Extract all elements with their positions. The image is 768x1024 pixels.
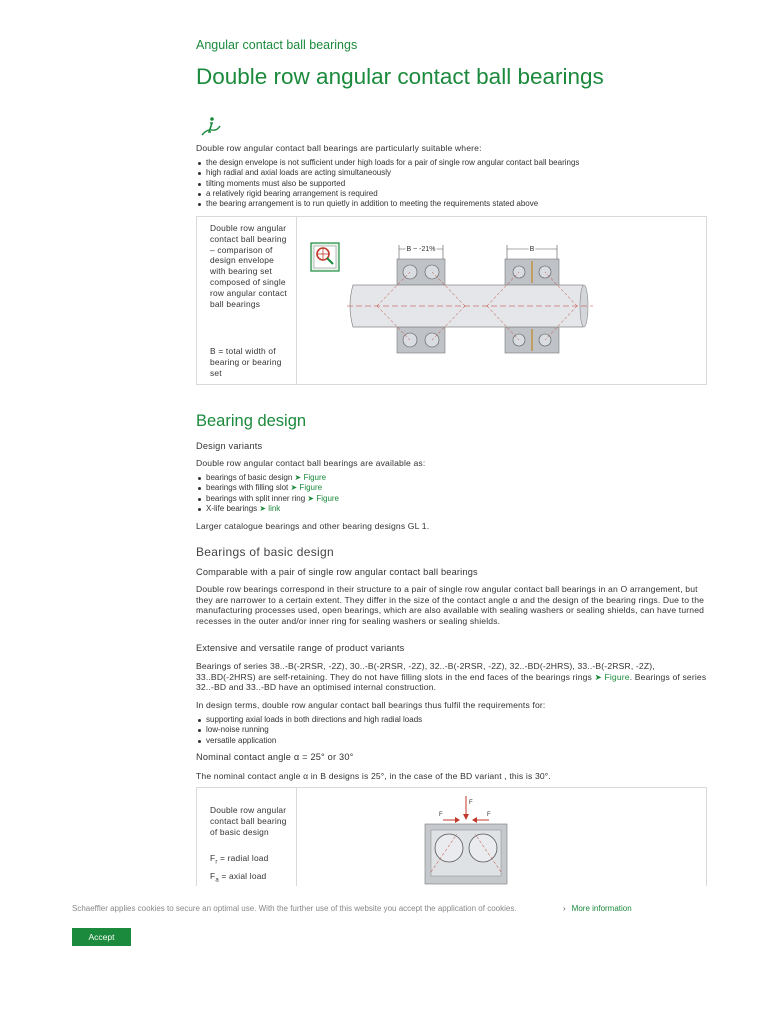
list-item-text: X-life bearings [206,503,258,513]
contact-angle-text: The nominal contact angle α in B designs is 25°, in the case of the BD variant , this is 30°. [196,771,551,781]
info-icon [198,114,222,138]
list-item [206,494,716,504]
axial-load-label-right: F [487,812,491,818]
zoom-figure-icon[interactable] [310,242,340,272]
basic-subheading-variants: Extensive and versatile range of product variants [196,643,405,653]
legend-text: = axial load [218,871,267,881]
figure-caption: Double row angular contact ball bearing – comparison of design envelope with bearing set composed of single row angular contact ball bearings [210,223,287,309]
design-variants-list [196,473,716,514]
figure-link[interactable]: ➤ Figure [307,493,340,503]
figure-caption: Double row angular contact ball bearing of basic design [210,805,287,837]
list-item-text: bearings of basic design [206,473,293,482]
legend-subscript: a [215,877,219,884]
more-information-label: More information [571,904,632,913]
dimension-label-left: B ~ -21% [406,246,436,253]
design-variants-heading: Design variants [196,441,263,451]
chevron-right-icon: › [563,904,566,913]
figure-note: B = total width of bearing or bearing set [210,346,282,378]
section-heading-bearing-design: Bearing design [196,412,307,430]
more-designs-text: Larger catalogue bearings and other bearing designs GL 1. [196,521,430,531]
basic-paragraph-2 [196,661,708,693]
list-item: the bearing arrangement is to run quietly in addition to meeting the requirements stated above [206,199,716,209]
legend-subscript: r [215,859,218,866]
list-item-text: bearings with split inner ring [206,493,306,503]
requirements-list [196,715,716,746]
list-item: high radial and axial loads are acting simultaneously [206,168,716,178]
figure-link[interactable]: ➤ Figure [294,473,327,482]
legend-symbol: F [210,853,216,863]
list-item [206,473,716,483]
paragraph-text: Bearings of series 38..-B(-2RSR, -2Z), 30..-B(-2RSR, -2Z), 32..-B(-2RSR, -2Z), 32..-BD(-2HRS), 33..-B(-2RSR, -2Z), 33..BD(-2HRS) are self-retaining. They do not have filling slots in the end faces of the bearings rings [196,661,655,682]
radial-load-legend [210,853,290,868]
basic-subheading-comparable: Comparable with a pair of single row angular contact ball bearings [196,567,478,577]
design-variants-text: Double row angular contact ball bearings are available as: [196,458,426,468]
figure-link[interactable]: ➤ Figure [290,483,323,493]
list-item: versatile application [206,736,716,746]
list-item: a relatively rigid bearing arrangement is required [206,189,716,199]
paragraph-text: . Bearings of series 32..-BD and 33..-BD have an optimised internal construction. [196,671,707,693]
figure-comparison [196,216,707,385]
dimension-label-right: B [529,246,535,253]
xlife-link[interactable]: ➤ link [259,503,281,513]
cookie-text: Schaeffler applies cookies to secure an optimal use. With the further use of this website you accept the application of cookies. [72,904,517,913]
list-item: tilting moments must also be supported [206,179,716,189]
list-item: low-noise running [206,725,716,735]
axial-load-legend [210,871,290,886]
list-item-text: bearings with filling slot [206,483,289,493]
contact-angle-heading: Nominal contact angle α = 25° or 30° [196,752,354,762]
intro-text: Double row angular contact ball bearings are particularly suitable where: [196,143,482,153]
list-item: supporting axial loads in both directions and high radial loads [206,715,716,725]
legend-text: = radial load [217,853,269,863]
intro-bullet-list [196,158,716,209]
breadcrumb[interactable]: Angular contact ball bearings [196,38,358,52]
more-information-link[interactable] [563,904,632,913]
legend-symbol: F [210,871,216,881]
basic-bearing-diagram [417,794,517,894]
figure-caption-cell [197,217,297,384]
figure-link[interactable]: ➤ Figure [594,671,630,682]
basic-paragraph-1: Double row bearings correspond in their structure to a pair of single row angular contact ball bearings in an O arrangement, but they are narrower to a certain extent. They differ in the size of the contact angle α and the design of the bearing rings. Due to the manufacturing processes used, open bearings, which are also available with sealing washers or sealing shields, can have turned recesses in the outer and/or inner ring for sealing washers or sealing shields. [196,584,705,626]
axial-load-label-left: F [439,812,443,818]
basic-paragraph-3: In design terms, double row angular contact ball bearings thus fulfil the requirements for: [196,700,546,710]
radial-load-label: F [469,800,473,806]
cookie-banner [0,886,768,1024]
list-item [206,483,716,493]
page-title: Double row angular contact ball bearings [196,64,604,89]
section-heading-basic-design: Bearings of basic design [196,545,334,559]
list-item [206,504,716,514]
bearing-comparison-diagram [347,237,697,377]
accept-button[interactable]: Accept [72,928,131,946]
list-item: the design envelope is not sufficient under high loads for a pair of single row angular contact ball bearings [206,158,716,168]
